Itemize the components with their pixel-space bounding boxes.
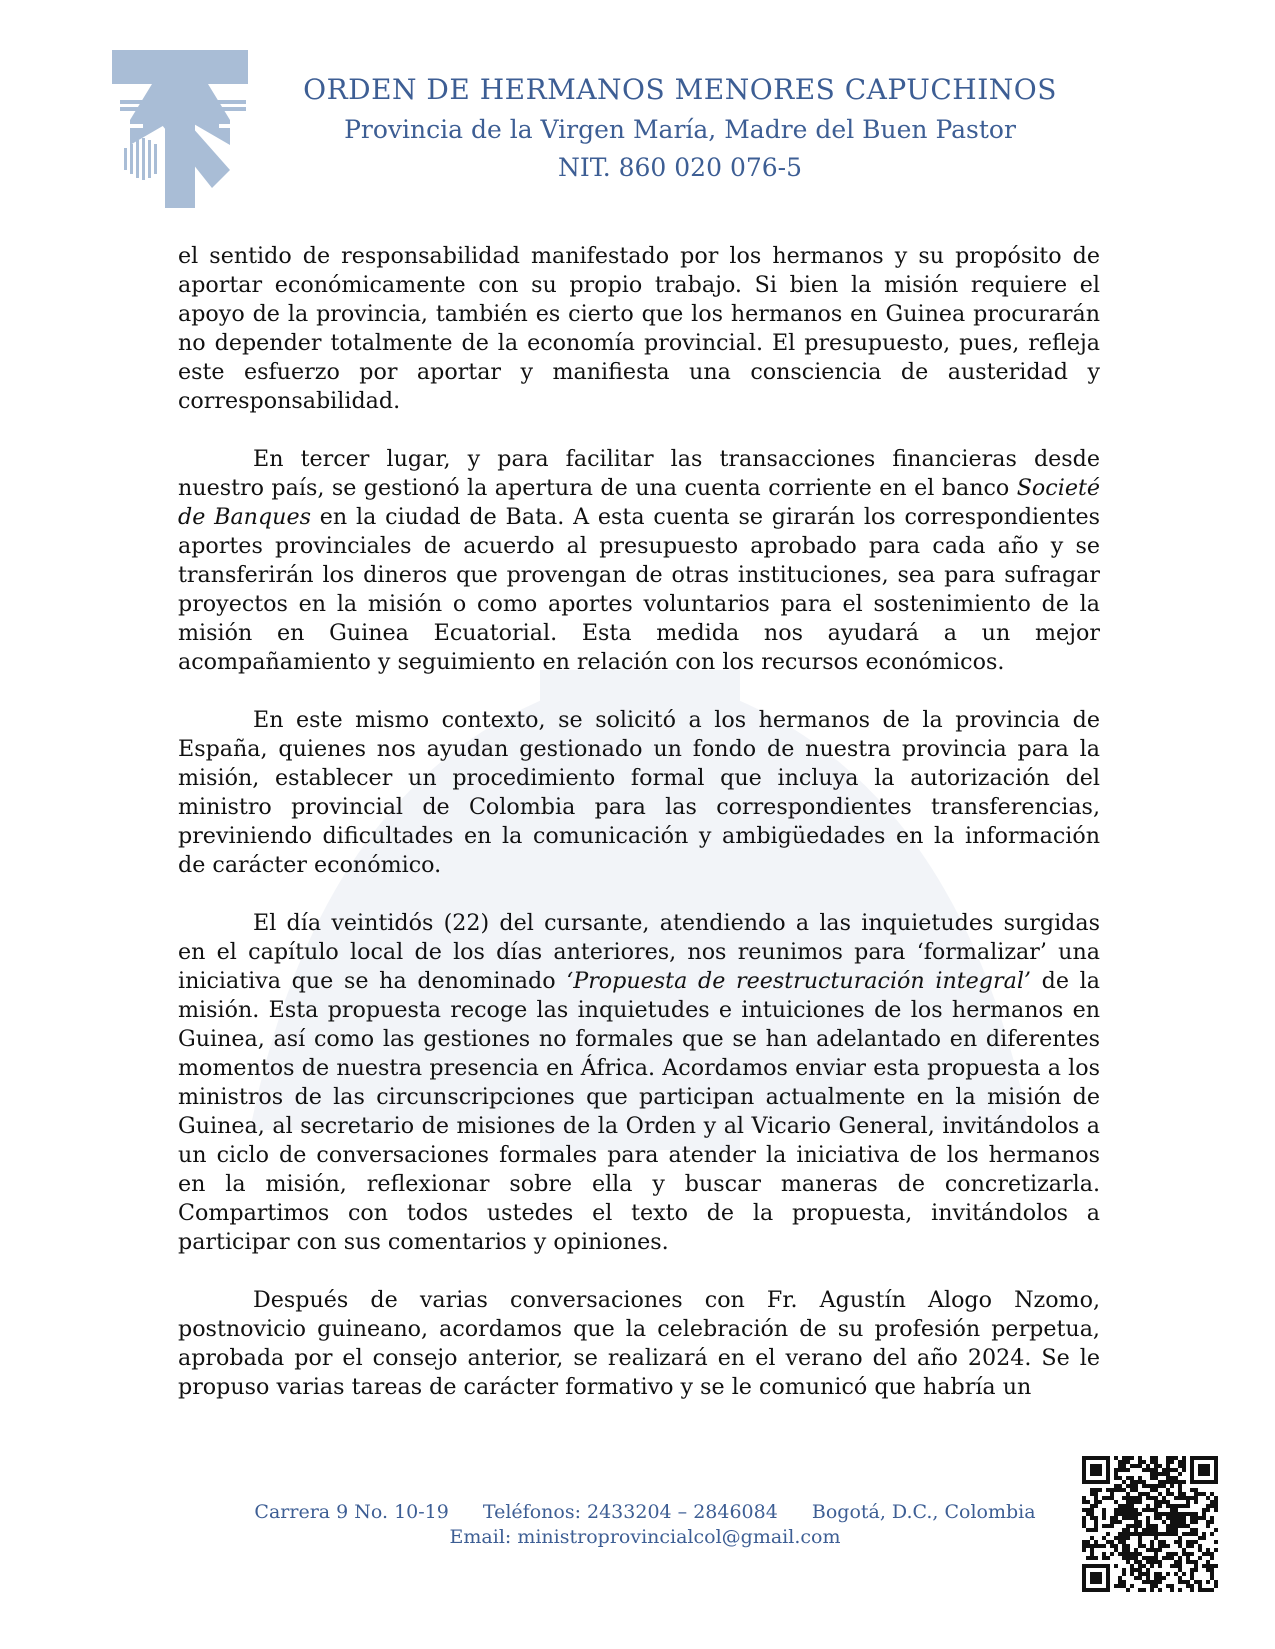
letter-body <box>178 242 1100 1431</box>
footer <box>220 1500 1070 1550</box>
province-name: Provincia de la Virgen María, Madre del Buen Pastor <box>344 115 1016 144</box>
capuchin-franciscan-tau-cross-icon <box>112 50 252 210</box>
paragraph-1: el sentido de responsabilidad manifestado por los hermanos y su propósito de aportar económicamente con su propio trabajo. Si bien la misión requiere el apoyo de la provincia, también es cierto que los hermanos en Guinea procurarán no depender totalmente de la economía provincial. El presupuesto, pues, refleja este esfuerzo por aportar y manifiesta una consciencia de austeridad y corresponsabilidad. <box>178 243 1100 414</box>
letterhead <box>250 70 1110 186</box>
footer-email: Email: ministroprovincialcol@gmail.com <box>449 1526 841 1548</box>
footer-contact-line <box>220 1500 1070 1525</box>
paragraph-3: En este mismo contexto, se solicitó a los hermanos de la provincia de España, quienes nos ayudan gestionado un fondo de nuestra provincia para la misión, establecer un procedimiento formal que incluya la autorización del ministro provincial de Colombia para las correspondientes transferencias, previniendo dificultades en la comunicación y ambigüedades en la información de carácter económico. <box>178 707 1100 878</box>
paragraph-4-text-b: de la misión. Esta propuesta recoge las inquietudes e intuiciones de los hermanos en Guinea, así como las gestiones no formales que se han adelantado en diferentes momentos de nuestra presencia en África. Acordamos enviar esta propuesta a los ministros de las circunscripciones que participan actualmente en la misión de Guinea, al secretario de misiones de la Orden y al Vicario General, invitándolos a un ciclo de conversaciones formales para atender la iniciativa de los hermanos en la misión, reflexionar sobre ella y buscar maneras de concretizarla. Compartimos con todos ustedes el texto de la propuesta, invitándolos a participar con sus comentarios y opiniones. <box>178 968 1101 1255</box>
paragraph-4-text-a: El día veintidós (22) del cursante, atendiendo a las inquietudes surgidas en el capítulo local de los días anteriores, nos reunimos para ‘formalizar’ una iniciativa que se ha denominado <box>178 910 1100 994</box>
qr-code-icon <box>1082 1456 1218 1592</box>
organization-name: ORDEN DE HERMANOS MENORES CAPUCHINOS <box>303 73 1057 106</box>
footer-phones: Teléfonos: 2433204 – 2846084 <box>482 1501 778 1523</box>
paragraph-4 <box>178 909 1100 1257</box>
proposal-title: ‘Propuesta de reestructuración integral’ <box>566 968 1031 994</box>
bank-name: Societé de Banques <box>178 475 1100 530</box>
paragraph-5: Después de varias conversaciones con Fr. Agustín Alogo Nzomo, postnovicio guineano, acordamos que la celebración de su profesión perpetua, aprobada por el consejo anterior, se realizará en el verano del año 2024. Se le propuso varias tareas de carácter formativo y se le comunicó que habría un <box>178 1287 1100 1400</box>
paragraph-2-text-a: En tercer lugar, y para facilitar las transacciones financieras desde nuestro país, se gestionó la apertura de una cuenta corriente en el banco <box>178 446 1100 501</box>
tax-id: NIT. 860 020 076-5 <box>557 153 803 182</box>
footer-city: Bogotá, D.C., Colombia <box>811 1501 1036 1523</box>
footer-address: Carrera 9 No. 10-19 <box>254 1501 449 1523</box>
paragraph-2-text-b: en la ciudad de Bata. A esta cuenta se girarán los correspondientes aportes provinciales de acuerdo al presupuesto aprobado para cada año y se transferirán los dineros que provengan de otras instituciones, sea para sufragar proyectos en la misión o como aportes voluntarios para el sostenimiento de la misión en Guinea Ecuatorial. Esta medida nos ayudará a un mejor acompañamiento y seguimiento en relación con los recursos económicos. <box>178 504 1101 675</box>
paragraph-2 <box>178 445 1100 677</box>
